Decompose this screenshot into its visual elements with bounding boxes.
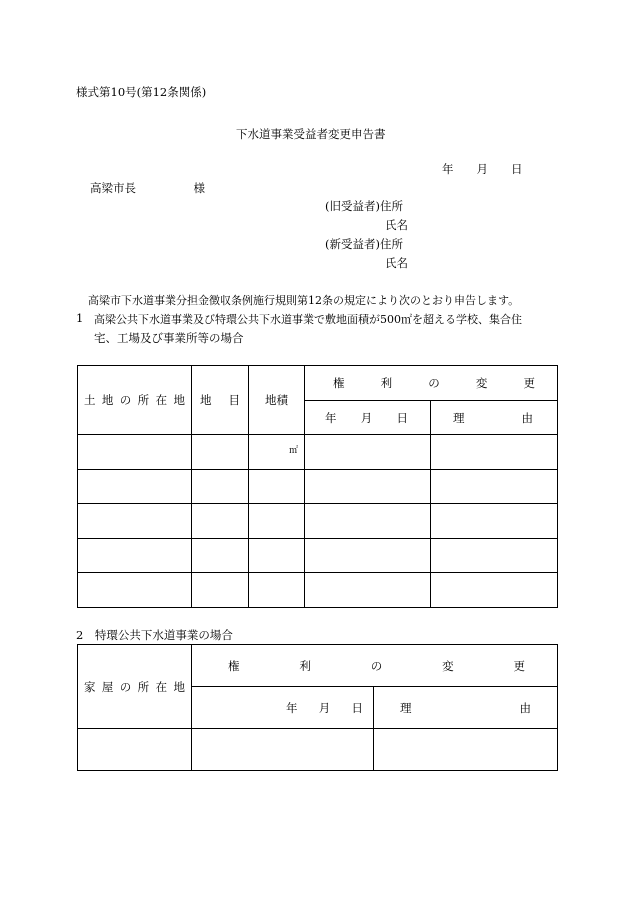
header-rights-change: 権 利 の 変 更 xyxy=(305,366,558,401)
category-cell[interactable] xyxy=(192,573,249,608)
new-beneficiary-name-label: 氏名 xyxy=(385,256,408,270)
intro-text: 高梁市下水道事業分担金徴収条例施行規則第12条の規定により次のとおり申告します。 xyxy=(88,294,520,307)
page-title: 下水道事業受益者変更申告書 xyxy=(236,127,386,141)
land-table xyxy=(77,365,558,608)
old-beneficiary-name-label: 氏名 xyxy=(385,218,408,232)
new-beneficiary-address-label: (新受益者)住所 xyxy=(325,237,403,251)
location-cell[interactable] xyxy=(78,470,192,504)
old-beneficiary-address-label: (旧受益者)住所 xyxy=(325,199,403,213)
header-rights-change: 権 利 の 変 更 xyxy=(192,645,558,687)
date-cell[interactable] xyxy=(192,729,374,771)
date-cell[interactable] xyxy=(305,539,431,573)
header-area: 地積 xyxy=(249,366,305,435)
location-cell[interactable] xyxy=(78,573,192,608)
table-row xyxy=(78,470,558,504)
date-cell[interactable] xyxy=(305,504,431,539)
area-cell[interactable] xyxy=(249,504,305,539)
location-cell[interactable] xyxy=(78,539,192,573)
section2-heading: 2 特環公共下水道事業の場合 xyxy=(76,628,233,642)
table-row xyxy=(78,435,558,470)
table-row xyxy=(78,729,558,771)
header-date: 年 月 日 xyxy=(192,687,374,729)
header-land-category: 地 目 xyxy=(192,366,249,435)
house-table xyxy=(77,644,558,771)
area-cell[interactable] xyxy=(249,539,305,573)
header-reason: 理 由 xyxy=(431,401,558,435)
addressee: 高梁市長 様 xyxy=(90,181,205,195)
location-cell[interactable] xyxy=(78,729,192,771)
area-cell[interactable] xyxy=(249,573,305,608)
reason-cell[interactable] xyxy=(431,539,558,573)
table-row xyxy=(78,504,558,539)
section1-heading-line1: 高梁公共下水道事業及び特環公共下水道事業で敷地面積が500㎡を超える学校、集合住 xyxy=(94,313,522,326)
header-reason: 理 由 xyxy=(374,687,558,729)
header-land-location: 土 地 の 所 在 地 xyxy=(78,366,192,435)
table-row xyxy=(78,573,558,608)
form-number: 様式第10号(第12条関係) xyxy=(76,85,207,99)
category-cell[interactable] xyxy=(192,435,249,470)
date-cell[interactable] xyxy=(305,573,431,608)
area-cell[interactable]: ㎡ xyxy=(249,435,305,470)
reason-cell[interactable] xyxy=(431,504,558,539)
date-line: 年 月 日 xyxy=(442,162,523,176)
reason-cell[interactable] xyxy=(431,435,558,470)
header-house-location: 家 屋 の 所 在 地 xyxy=(78,645,192,729)
location-cell[interactable] xyxy=(78,504,192,539)
date-cell[interactable] xyxy=(305,435,431,470)
location-cell[interactable] xyxy=(78,435,192,470)
category-cell[interactable] xyxy=(192,539,249,573)
reason-cell[interactable] xyxy=(374,729,558,771)
section1-heading-line2: 宅、工場及び事業所等の場合 xyxy=(94,331,244,345)
date-cell[interactable] xyxy=(305,470,431,504)
area-cell[interactable] xyxy=(249,470,305,504)
section1-number: 1 xyxy=(76,311,84,325)
reason-cell[interactable] xyxy=(431,470,558,504)
header-date: 年 月 日 xyxy=(305,401,431,435)
category-cell[interactable] xyxy=(192,504,249,539)
reason-cell[interactable] xyxy=(431,573,558,608)
table-row xyxy=(78,539,558,573)
category-cell[interactable] xyxy=(192,470,249,504)
